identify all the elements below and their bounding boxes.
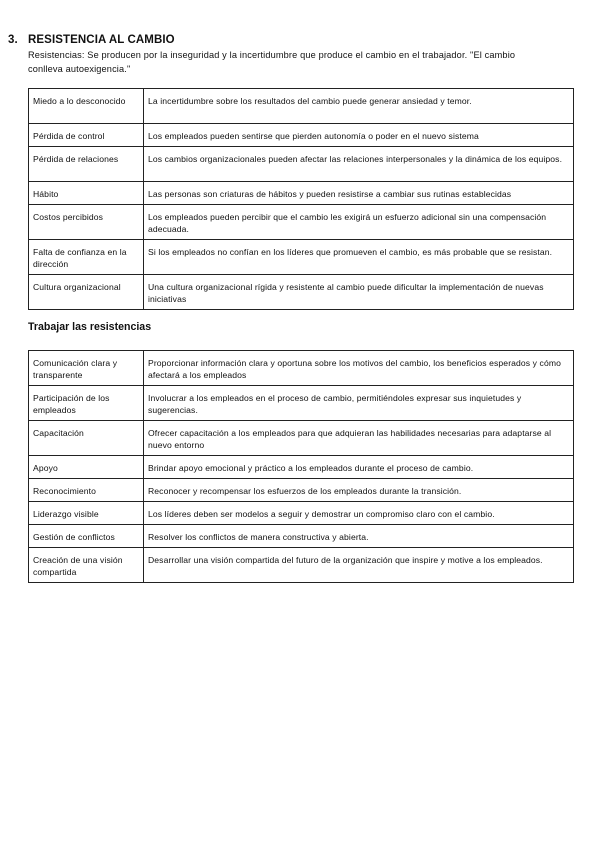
resistencias-table: [28, 88, 574, 310]
strategy-term: Participación de los empleados: [29, 386, 144, 421]
strategy-term: Capacitación: [29, 421, 144, 456]
table-row: [29, 525, 574, 548]
resistance-description: Los empleados pueden percibir que el cambio les exigirá un esfuerzo adicional sin una compensación adecuada.: [144, 205, 574, 240]
table-row: [29, 124, 574, 147]
resistance-term: Cultura organizacional: [29, 275, 144, 310]
table-row: [29, 351, 574, 386]
section-title: RESISTENCIA AL CAMBIO: [28, 34, 175, 46]
table-row: [29, 182, 574, 205]
table-row: [29, 240, 574, 275]
resistance-description: Si los empleados no confían en los líderes que promueven el cambio, es más probable que se resistan.: [144, 240, 574, 275]
resistance-description: Las personas son criaturas de hábitos y pueden resistirse a cambiar sus rutinas establecidas: [144, 182, 574, 205]
strategy-description: Reconocer y recompensar los esfuerzos de los empleados durante la transición.: [144, 479, 574, 502]
strategy-description: Brindar apoyo emocional y práctico a los empleados durante el proceso de cambio.: [144, 456, 574, 479]
table-row: [29, 275, 574, 310]
intro-paragraph: Resistencias: Se producen por la inseguridad y la incertidumbre que produce el cambio en el trabajador. "El cambio conlleva autoexigencia.": [28, 50, 516, 74]
section-heading: [8, 34, 175, 46]
strategy-term: Reconocimiento: [29, 479, 144, 502]
resistance-term: Miedo a lo desconocido: [29, 89, 144, 124]
strategy-term: Comunicación clara y transparente: [29, 351, 144, 386]
resistance-description: Los cambios organizacionales pueden afectar las relaciones interpersonales y la dinámica de los equipos.: [144, 147, 574, 182]
strategy-description: Los líderes deben ser modelos a seguir y demostrar un compromiso claro con el cambio.: [144, 502, 574, 525]
resistance-description: Los empleados pueden sentirse que pierden autonomía o poder en el nuevo sistema: [144, 124, 574, 147]
section-number: 3.: [8, 34, 18, 46]
table-row: [29, 479, 574, 502]
strategy-description: Resolver los conflictos de manera constructiva y abierta.: [144, 525, 574, 548]
table-row: [29, 205, 574, 240]
table-row: [29, 147, 574, 182]
strategy-term: Creación de una visión compartida: [29, 548, 144, 583]
resistance-description: La incertidumbre sobre los resultados del cambio puede generar ansiedad y temor.: [144, 89, 574, 124]
resistance-description: Una cultura organizacional rígida y resistente al cambio puede dificultar la implementación de nuevas iniciativas: [144, 275, 574, 310]
strategy-term: Gestión de conflictos: [29, 525, 144, 548]
strategy-description: Ofrecer capacitación a los empleados para que adquieran las habilidades necesarias para adaptarse al nuevo entorno: [144, 421, 574, 456]
strategy-term: Liderazgo visible: [29, 502, 144, 525]
resistance-term: Costos percibidos: [29, 205, 144, 240]
strategy-description: Involucrar a los empleados en el proceso de cambio, permitiéndoles expresar sus inquietudes y sugerencias.: [144, 386, 574, 421]
table-row: [29, 548, 574, 583]
trabajar-resistencias-table: [28, 350, 574, 583]
table-row: [29, 421, 574, 456]
resistance-term: Hábito: [29, 182, 144, 205]
table-row: [29, 89, 574, 124]
strategy-description: Desarrollar una visión compartida del futuro de la organización que inspire y motive a los empleados.: [144, 548, 574, 583]
resistance-term: Falta de confianza en la dirección: [29, 240, 144, 275]
table-row: [29, 386, 574, 421]
resistance-term: Pérdida de relaciones: [29, 147, 144, 182]
resistance-term: Pérdida de control: [29, 124, 144, 147]
strategy-term: Apoyo: [29, 456, 144, 479]
subsection-title: Trabajar las resistencias: [28, 321, 152, 333]
table-row: [29, 502, 574, 525]
strategy-description: Proporcionar información clara y oportuna sobre los motivos del cambio, los beneficios esperados y cómo afectará a los empleados: [144, 351, 574, 386]
table-row: [29, 456, 574, 479]
